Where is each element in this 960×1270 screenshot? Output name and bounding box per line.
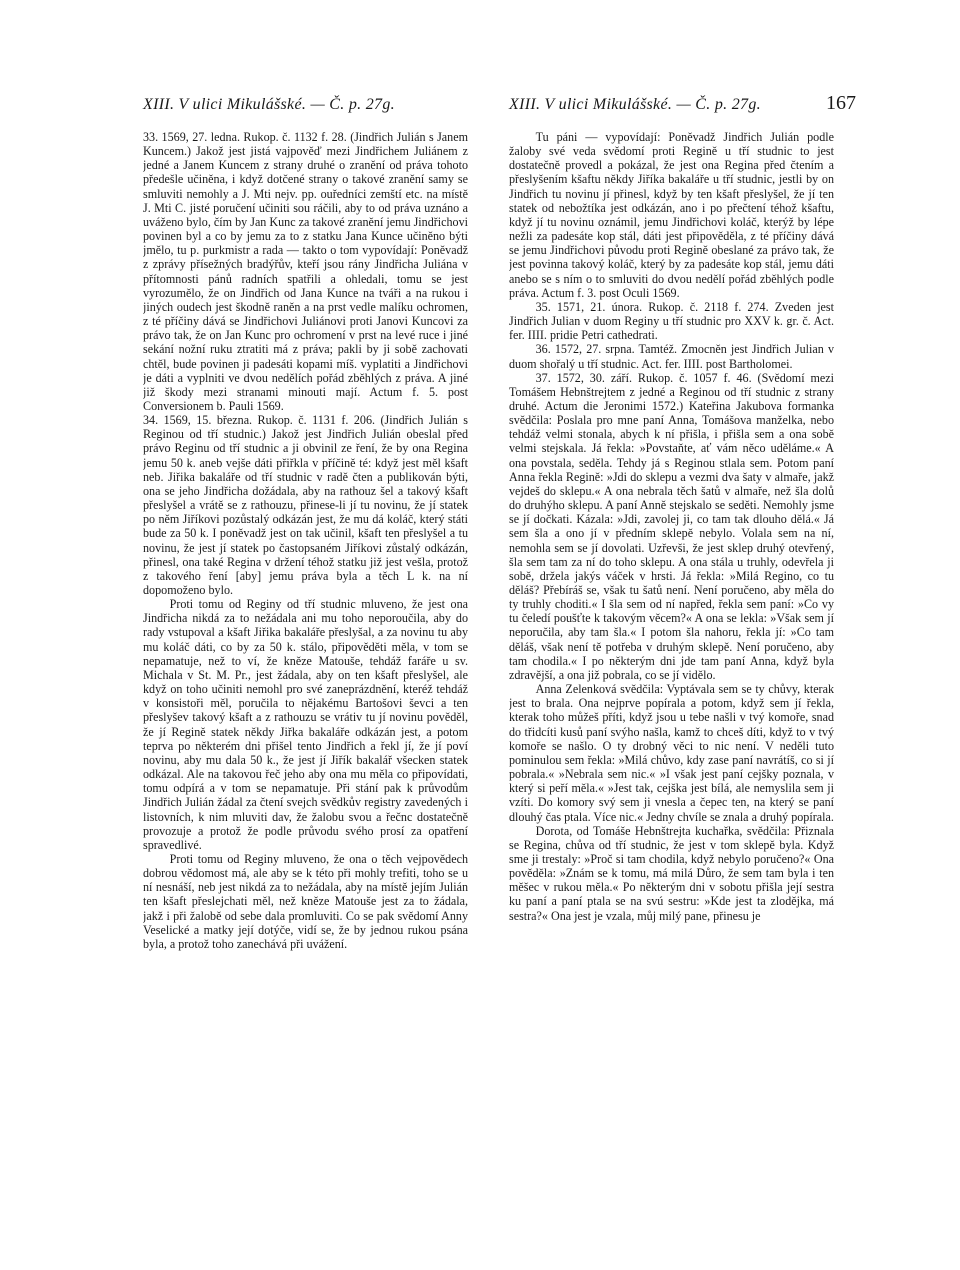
- left-column: [143, 130, 468, 1250]
- entry-37: 37. 1572, 30. září. Rukop. č. 1057 f. 46. (Svědomí mezi Tomášem Hebnštrejtem z jedné a Reginou od tří studnic z strany druhé. Actum die Jeronimi 1572.) Kateřina Jakubova formanka svědčila: Poslala pro mne paní Anna, Tomášova manželka, nebo tehdáž velmi stonala, abych k ní přišla, i přišla sem a ona sobě velmi stejskala. Já řekla: »Povstaňte, ať vám něco uděláme.« A ona povstala, seděla. Tehdy já s Reginou stlala sem. Potom paní Anna řekla Regině: »Jdi do sklepu a vezmi dva šaty v almaře, jakž vejdeš do sklepu.« A ona nebrala těch šatů v almaře, než šla dolů do druhýho sklepu. A paní Anně stejskalo se seděti. Nemohly jsme se jí dočkati. Kázala: »Jdi, zavolej ji, co tam tak dlouho dělá.« Já sem šla a ono jí v předním sklepě nebylo. Volala sem na ní, nemohla sem se jí dovolati. Uzřevši, že jest sklep druhý otevřený, šla sem tam za ní do toho sklepu. A ona stála u truhly, odevřela ji sobě, držela jakýs váček v hrsti. Já řekla: »Milá Regino, co tu děláš? Přebíráš se, však tu šatů není. Není poručeno, aby měla do ty truhly choditi.« I šla sem od ní napřed, řekla sem paní: »Co vy tu čeledí poušťte k takovým věcem?« A ona se lekla: »Však sem jí neporučila, aby tam šla.« I potom šla nahoru, řekla jí: »Co tam děláš, však není tě potřeba v druhým sklepě. Není poručeno, aby tam chodila.« I po některým dni jde tam paní Anna, když byla zdravější, a ona již pobrala, co se jí vidělo.: [509, 370, 834, 682]
- entry-34: 34. 1569, 15. března. Rukop. č. 1131 f. 206. (Jindřich Julián s Reginou od tří studnic.) Jakož jest Jindřich Julián obeslal před právo Reginu od tří studnic a ji obvinil ze ření, že by ona Regina jemu 50 k. aneb vejše dáti přiřkla v příčině té: když jest měl kšaft neb. Jiřika bakaláře od tří studnic v radě čten a publikován býti, ona se jeho Jindřicha dožádala, aby na rathouz šel a takový kšaft přeslyšel a vrátě se z rathouzu, přinese-li jí tu novinu, že jí statek po něm Jiříkovi pozůstalý odkázán jest, že mu dá koláč, který státi bude za 50 k. I poněvadž jest on tak učinil, kšaft ten přeslyšel a tu novinu, že jest jí statek po častopsaném Jiříkovi zůstalý odkázán, přinesl, ona také Regina v držení téhož statku již jest vešla, protož z takového ření [aby] jemu práva byla a těch L k. na ní dopomoženo bylo.: [143, 413, 468, 597]
- header-title-right: XIII. V ulici Mikulášské. — Č. p. 27g.: [509, 96, 761, 113]
- entry-36: 36. 1572, 27. srpna. Tamtéž. Zmocněn jest Jindřich Julian v duom shořalý u tří studnic. Act. fer. IIII. post Bartholomei.: [509, 342, 834, 371]
- running-header-left: [143, 92, 473, 118]
- entry-35: 35. 1571, 21. února. Rukop. č. 2118 f. 274. Zveden jest Jindřich Julian v duom Reginy u tří studnic pro XXV k. gr. č. Act. fer. IIII. pridie Petri cathedrati.: [509, 299, 834, 343]
- entry-33: 33. 1569, 27. ledna. Rukop. č. 1132 f. 28. (Jindřich Julián s Janem Kuncem.) Jakož jest jistá vajpověď mezi Jindřichem Juliánem z jedné a Janem Kuncem z strany druhé o zranění od práva tohoto předešle učiněna, i když dotčené strany o takové zranění samy se smluviti nemohly a J. Mti nejv. pp. ouředníci zemští etc. na místě J. Mti C. jisté poručení učiniti sou ráčili, aby to od práva uznáno a uváženo bylo, čím by Jan Kunc za takové zranění jemu Jindřichovi povinen byl a co by jemu za to z statku Jana Kunce učiněno býti jmělo, tu p. purkmistr a rada — takto o tom vypovídají: Poněvadž z zprávy přísežných bradýřův, kteří jsou rány Jindřicha Juliána v přítomnosti pánů radních spatřili a ohledali, tomu se jest vyrozumělo, že on Jindřich od Jana Kunce na tváři a na rukou i jiných oudech jest škodně raněn a na prst vedle malíku ochromen, z té příčiny dává se Jindřichovi Juliánovi proti Janovi Kuncovi za právo tak, že on Jan Kunc pro ochromení v prst na levé ruce i jiné sekání nožní ruku ztratiti má z práva; pakli by ji sobě zachovati chtěl, bude povinen ji padesáti kopami míš. vyplatiti a Jindřichovi je dáti a vyplniti ve dvou nedělích pořád zběhlých z práva. A jiné již škody mezi stranami minouti mají. Actum f. 5. post Conversionem b. Pauli 1569.: [143, 130, 468, 413]
- entry-34-verdict: Tu páni — vypovídají: Poněvadž Jindřich Julián podle žaloby své veda svědomí proti Regině u tří studnic to jest dostatečně provedl a pokázal, že jest ona Regina před čtením a přeslyšením kšaftu někdy Jiříka bakaláře u tří studnic, jestli by on Jindřich tu novinu jí přinesl, když by ten kšaft přeslyšel, že jí ten statek od nebožtíka jest odkázán, ano i po přečtení téhož kšaftu, když jí tu novinu oznámil, jemu Jindřichovi koláč, kterýž by lépe nežli za padesáte kop stál, dáti jest připověděla, z té příčiny dává se jemu Jindřichovi původu proti Regině obeslané za právo tak, že jest povinna takový koláč, který by za padesáte kop stál, jemu dáti anebo se s ním o to smluviti do dvou nedělí pořád zběhlých podle práva. Actum f. 3. post Oculi 1569.: [509, 130, 834, 300]
- running-header-right: [509, 92, 829, 118]
- header-title-left: XIII. V ulici Mikulášské. — Č. p. 27g.: [143, 96, 395, 113]
- entry-34-rebuttal: Proti tomu od Reginy mluveno, že ona o těch vejpovědech dobrou vědomost má, ale aby se k této při mohly trefiti, toho se u ní nesnáší, neb jest nikdá za to nežádala, aby na místě jejím Julián ten kšaft přeslejchati měl, než kněze Matouše jest za to žádala, jakž i při žalobě od sebe dala promluviti. Co se pak svědomí Anny Veselické a matky její dotýče, vidí se, že by jednou rukou psána byla, a protož toho zanechává při uvážení.: [143, 851, 468, 951]
- right-column: [509, 130, 834, 1250]
- entry-34-reply: Proti tomu od Reginy od tří studnic mluveno, že jest ona Jindřicha nikdá za to nežádala ani mu toho neporoučila, aby do rady vstupoval a kšaft Jiřika bakaláře přeslyšal, a za novinu tu aby mu koláč dáti, co by za 50 k. stálo, připověděti měla, v tom se nepamatuje, než to ví, že kněze Matouše, tehdáž faráře u sv. Michala v St. M. Pr., jest žádala, aby on ten kšaft přeslyšel, ale když on toho učiniti nemohl pro své zaneprázdnění, kteréž tehdáž v konsistoři měl, poručila to nějakému Bartošovi ševci a ten přeslyšev takový kšaft a z rathouzu se vrátiv tu jí novinu pověděl, že jí Regině statek někdy Jiřka bakaláře odkázán jest, a potom teprva po některém dni přišel tento Jindřich a řekl jí, že jí poví novinu, aby mu dala 50 k., že jest jí Jiřík bakalář všecken statek odkázal. Ale na takovou řeč jeho aby ona mu měla co připovídati, tomu odpírá a v tom se nepamatuje. Při stání pak k průvodům Jindřich Julián žádal za čtení svejch svědkův registry zavedených i listovních, k nim mluviti dav, že žalobu svou a řečnc dostatečně provozuje a protož že podle průvodu svého prosí za opatření spravedlivé.: [143, 597, 468, 852]
- testimony-dorota: Dorota, od Tomáše Hebnštrejta kuchařka, svědčila: Přiznala se Regina, chůva od tří studnic, že jest v tom sklepě byla. Když sme ji trestaly: »Proč si tam chodila, když nebylo poručeno?« Ona pověděla: »Znám se k tomu, má milá Důro, že sem tam byla i ten měšec v rukou měla.« Po některým dni v sobotu přišla její sestra ku paní a paní ptala se na svú sestru: »Kde jest ta zlodějka, má sestra?« Ona jest je vzala, můj milý pane, přinesu je: [509, 823, 834, 923]
- page-number: 167: [826, 92, 856, 114]
- testimony-zelenkova: Anna Zelenková svědčila: Vyptávala sem se ty chůvy, kterak jest to brala. Ona nejprve popírala a potom, když sem jí řekla, kterak toho můžeš příti, když jsou u tebe našli v tvý komoře, snad do třidcíti kusů paní svýho našla, kamž to chceš díti, když to v tvý komoře se našlo. O ty drobný věci to nic není. V neděli tuto pominulou sem řekla: »Milá chůvo, kdy zase paní navrátíš, co si jí pobrala.« »Nebrala sem nic.« »I však jest paní cejšky poznala, v který si peří měla.« »Jest tak, cejška jest bílá, ale nemyslila sem ji vzíti. Do komory svý sem ji vnesla a čepec ten, na který se paní dlouhý čas ptala. Více nic.« Jedny chvíle se znala a druhý popírala.: [509, 682, 834, 824]
